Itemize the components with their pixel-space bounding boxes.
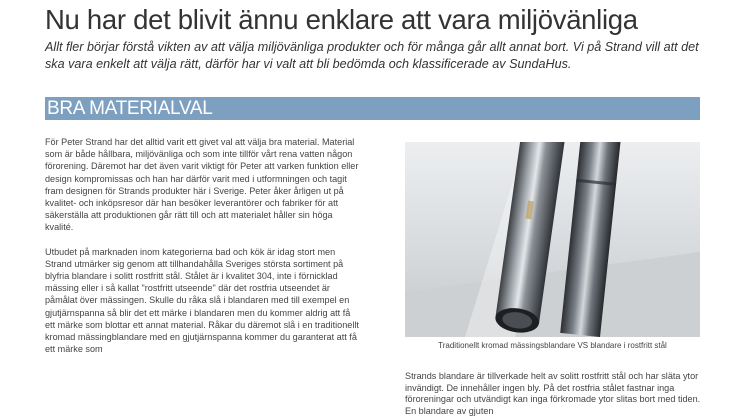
figure-caption: Traditionellt kromad mässingsblandare VS blandare i rostfritt stål — [438, 341, 667, 350]
left-column — [45, 136, 359, 367]
body-paragraph: Utbudet på marknaden inom kategorierna bad och kök är idag stort men Strand utmärker sig genom att tillhandahålla Sveriges största sortiment på blyfria blandare i solitt rostfritt stål. Stålet är i kvalitet 304, inte i förnicklad mässing eller i så kallat "rostfritt utseende" där det rostfria utseendet är påmålat över mässingen. Skulle du råka slå i blandaren med till exempel en gjutjärnspanna så blir det ett märke i blandaren men du kommer aldrig att få ett märke som blottar ett annat material. Råkar du däremot slå i en traditionellt kromad mässingblandare med en gjutjärnspanna kommer du garanterat att få ett märke som — [45, 246, 359, 355]
body-paragraph: Strands blandare är tillverkade helt av solitt rostfritt stål och har släta ytor invändigt. De innehåller ingen bly. På det rostfria stålet fastnar inga föroreningar och utvändigt kan inga förkromade ytor slitas bort med tiden. En blandare av gjuten — [405, 371, 701, 416]
section-heading: BRA MATERIALVAL — [47, 98, 213, 119]
page-title: Nu har det blivit ännu enklare att vara miljövänliga — [45, 4, 638, 35]
section-header-bar — [45, 97, 700, 120]
pipes-illustration — [405, 142, 700, 337]
pipes-photo — [405, 142, 700, 337]
intro-text: Allt fler börjar förstå vikten av att välja miljövänliga produkter och för många går allt annat bort. Vi på Strand vill att det ska vara enkelt att välja rätt, därför har vi valt att bli bedömda och klassificerade av SundaHus. — [45, 40, 699, 71]
body-paragraph: För Peter Strand har det alltid varit ett givet val att välja bra material. Material som är både hållbara, miljövänliga och som inte tillför vårt rena vatten någon förorening. Däremot har det även varit viktigt för Peter att varken funktion eller design kompromissas och han har därför varit med i utformningen och tagit fram designen för Strands produkter här i Sverige. Peter åker årligen ut på kvalitet- och inköpsresor där han besöker leverantörer och fabriker för att säkerställa att produktionen går rätt till och att materialet håller sin höga kvalité. — [45, 137, 359, 233]
right-column — [405, 371, 702, 417]
